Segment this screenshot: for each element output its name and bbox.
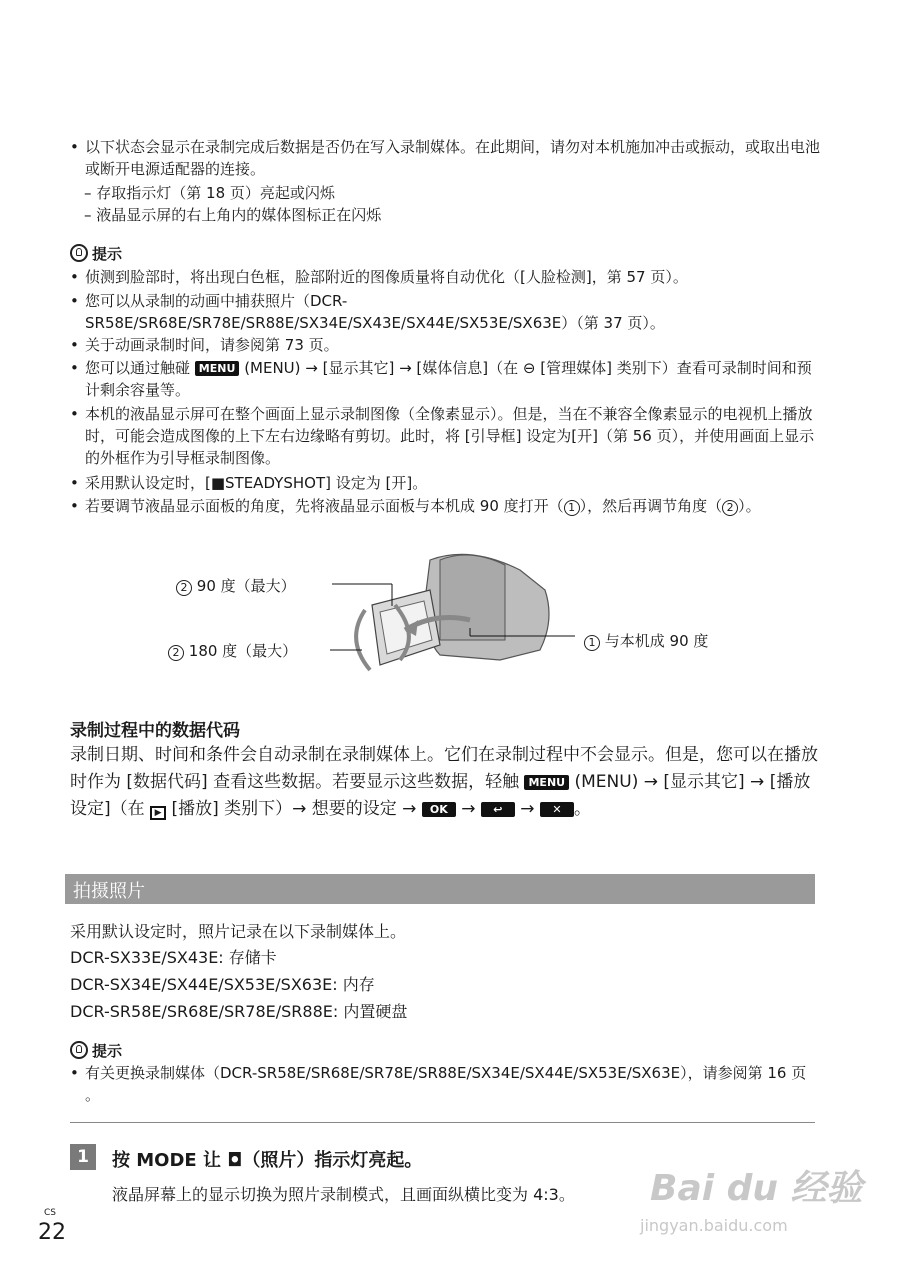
- manage-media-icon: ⊖: [522, 359, 536, 377]
- page-number: 22: [38, 1220, 66, 1245]
- circle-number-2: 2: [722, 500, 738, 516]
- hint-heading-2: 提示: [70, 1040, 122, 1060]
- section-banner-title: 拍摄照片: [73, 881, 145, 902]
- data-code-title: 录制过程中的数据代码: [70, 721, 240, 741]
- menu-badge: MENU: [195, 361, 240, 376]
- watermark-url: jingyan.baidu.com: [640, 1216, 788, 1235]
- label-90-max: 2 90 度（最大）: [176, 575, 296, 596]
- lightbulb-icon: [70, 1041, 88, 1059]
- data-code-paragraph: 录制日期、时间和条件会自动录制在录制媒体上。它们在录制过程中不会显示。但是，您可以在播放时作为 [数据代码] 查看这些数据。若要显示这些数据，轻触 MENU (MENU) → [显示其它] → [播放设定]（在 ▶ [播放] 类别下）→ 想要的设定 → OK → ↩ → ✕ 。: [70, 745, 818, 819]
- status-bullet-text: 以下状态会显示在录制完成后数据是否仍在写入录制媒体。在此期间，请勿对本机施加冲击或振动，或取出电池或断开电源适配器的连接。: [85, 138, 821, 178]
- play-icon: ▶: [150, 806, 166, 820]
- status-dash-1: – 存取指示灯（第 18 页）亮起或闪烁: [84, 184, 335, 202]
- menu-badge: MENU: [524, 775, 569, 790]
- page-language: CS: [44, 1208, 56, 1218]
- photo-line-2: DCR-SX34E/SX44E/SX53E/SX63E: 内存: [70, 975, 375, 994]
- ok-key: OK: [422, 802, 456, 817]
- hint-heading: 提示: [70, 243, 122, 263]
- photo-intro: 采用默认设定时，照片记录在以下录制媒体上。: [70, 922, 407, 941]
- section-banner: [65, 874, 815, 904]
- status-dash-2: – 液晶显示屏的右上角内的媒体图标正在闪烁: [84, 206, 382, 224]
- photo-line-1: DCR-SX33E/SX43E: 存储卡: [70, 948, 277, 967]
- close-key: ✕: [540, 802, 574, 817]
- step-title: 按 MODE 让 ◘（照片）指示灯亮起。: [112, 1150, 423, 1171]
- label-open-90: 1 与本机成 90 度: [584, 630, 708, 651]
- photo-line-3: DCR-SR58E/SR68E/SR78E/SR88E: 内置硬盘: [70, 1002, 408, 1021]
- divider: [70, 1122, 815, 1123]
- circle-number-1: 1: [564, 500, 580, 516]
- return-key: ↩: [481, 802, 515, 817]
- step-body: 液晶屏幕上的显示切换为照片录制模式，且画面纵横比变为 4:3。: [112, 1185, 575, 1204]
- step-number: 1: [70, 1144, 96, 1170]
- label-180-max: 2 180 度（最大）: [168, 640, 297, 661]
- manual-page: • 以下状态会显示在录制完成后数据是否仍在写入录制媒体。在此期间，请勿对本机施加冲击或振动，或取出电池或断开电源适配器的连接。 – 存取指示灯（第 18 页）亮起或闪烁 – 液晶显示屏的右上角内的媒体图标正在闪烁 提示 • 侦测到脸部时，将出现白色框，脸部附近的图像质量将自动优化（[人脸检测]，第 57 页）。 • 您可以从录制的动画中捕获照片（DCR-SR58E/SR68E/SR78E/SR88E/SX34E/SX43E/SX44E/SX53E/SX63E）（第 37 页）。 • 关于动画录制时间，请参阅第 73 页。 • 您可以通过触碰 MENU (MENU) → [显示其它] → [媒体信息]（在 ⊖ [管理媒体] 类别下）查看可录制时间和预计剩余容量等。 • 本机的液晶显示屏可在整个画面上显示录制图像（全像素显示）。但是，当在不兼容全像素显示的电视机上播放时，可能会造成图像的上下左右边缘略有剪切。此时，将 [引导框] 设定为[开]（第 56 页），并使用画面上显示的外框作为引导框录制图像。 • 采用默认设定时，[■STEADYSHOT] 设定为 [开]。 • 若要调节液晶显示面板的角度，先将液晶显示面板与本机成 90 度打开（ 1 ），然后再调节角度（ 2 ）。 2 90 度（最大） 2 180 度（最大） 1 与本机成 90 度 录制过程中的数据代码 录制日期、时间和条件会自动录制在录制媒体上。它们在录制过程中不会显示。但是，您可以在播放时作为 [数据代码] 查看这些数据。若要显示这些数据，轻触 MENU (MENU) → [显示其它] → [播放设定]（在 ▶ [播放] 类别下）→ 想要的设定 → OK → ↩ → ✕ 。 拍摄照片 采用默认设定时，照片记录在以下录制媒体上。 DCR-SX33E/SX43E: 存储卡 DCR-SX34E/SX44E/SX53E/SX63E: 内存 DCR-SR58E/SR68E/SR78E/SR88E: 内置硬盘 提示 • 有关更换录制媒体（DCR-SR58E/SR68E/SR78E/SR88E/SX34E/SX44E/SX53E/SX63E），请参阅第 16 页 。 1 按 MODE 让 ◘（照片）指示灯亮起。 液晶屏幕上的显示切换为照片录制模式，且画面纵横比变为 4:3。 CS 22 Bai du 经验 jingyan.baidu.com: [0, 0, 899, 1280]
- watermark-logo: Bai du 经验: [650, 1168, 863, 1209]
